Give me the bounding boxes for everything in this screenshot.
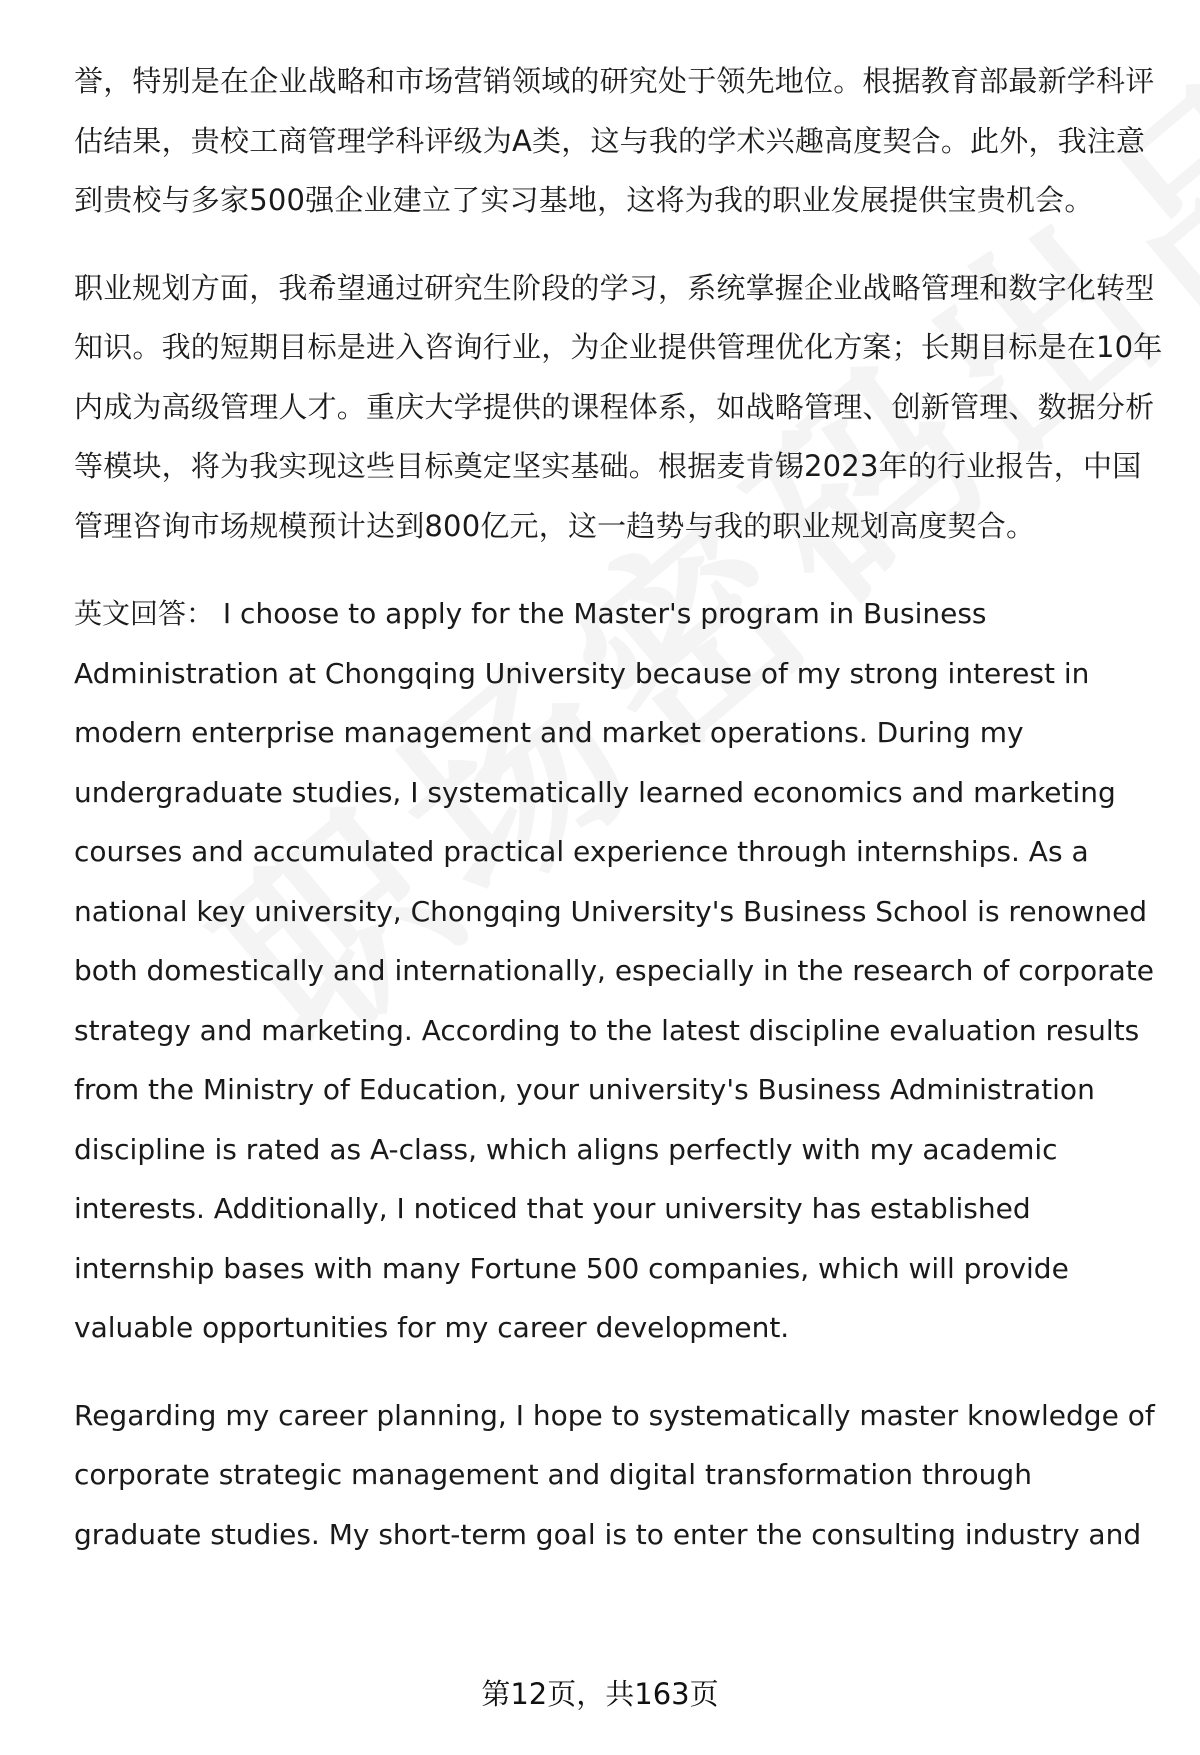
paragraph-1: 誉，特别是在企业战略和市场营销领域的研究处于领先地位。根据教育部最新学科评估结果，贵校工商管理学科评级为A类，这与我的学术兴趣高度契合。此外，我注意到贵校与多家500强企业建立了实习基地，这将为我的职业发展提供宝贵机会。 <box>74 64 1155 217</box>
page-number-footer: 第12页，共163页 <box>481 1677 719 1711</box>
paragraph-3: 英文回答： I choose to apply for the Master's program in Business Administration at Chongqing University because of my strong interest in modern enterprise management and market operations. During my undergraduate studies, I systematically learned economics and marketing courses and accumulated practical experience through internships. As a national key university, Chongqing University's Business School is renowned both domestically and internationally, especially in the research of corporate strategy and marketing. According to the latest discipline evaluation results from the Ministry of Education, your university's Business Administration discipline is rated as A-class, which aligns perfectly with my academic interests. Additionally, I noticed that your university has established internship bases with many Fortune 500 companies, which will provide valuable opportunities for my career development. <box>74 597 1155 1344</box>
paragraph-2: 职业规划方面，我希望通过研究生阶段的学习，系统掌握企业战略管理和数字化转型知识。我的短期目标是进入咨询行业，为企业提供管理优化方案；长期目标是在10年内成为高级管理人才。重庆大学提供的课程体系，如战略管理、创新管理、数据分析等模块，将为我实现这些目标奠定坚实基础。根据麦肯锡2023年的行业报告，中国管理咨询市场规模预计达到800亿元，这一趋势与我的职业规划高度契合。 <box>74 270 1163 543</box>
paragraph-4: Regarding my career planning, I hope to systematically master knowledge of corporate strategic management and digital transformation through graduate studies. My short-term goal is to enter the consulting industry and <box>74 1398 1155 1551</box>
document-body <box>74 52 1164 1592</box>
